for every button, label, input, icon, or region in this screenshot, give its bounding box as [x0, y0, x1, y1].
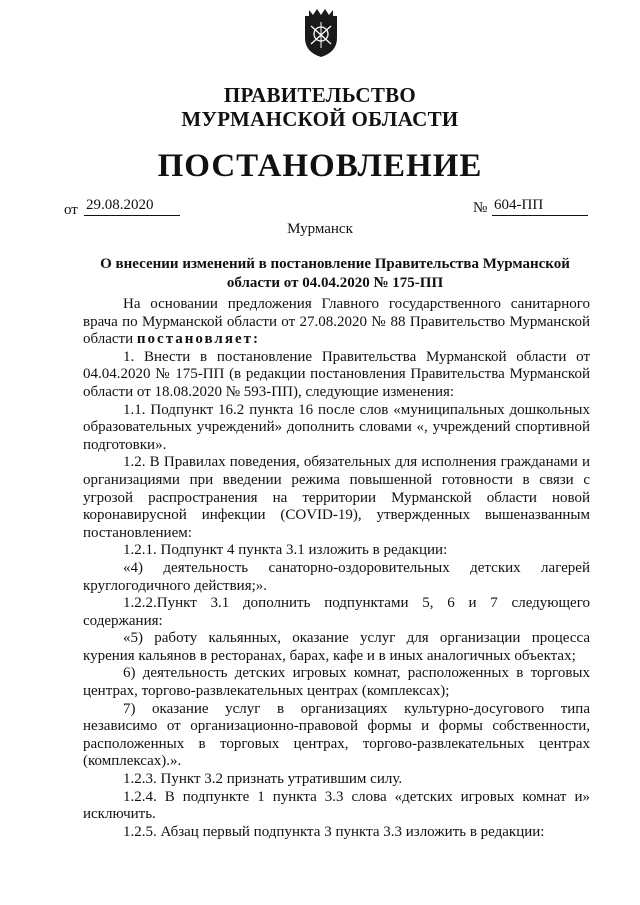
document-date: 29.08.2020 — [84, 195, 180, 216]
paragraph-1-2-4: 1.2.4. В подпункте 1 пункта 3.3 слова «детских игровых комнат и» исключить. — [83, 788, 590, 823]
document-subject — [90, 255, 580, 293]
city-name: Мурманск — [287, 221, 353, 237]
document-body — [83, 296, 590, 841]
paragraph-1: 1. Внести в постановление Правительства Мурманской области от 04.04.2020 № 175-ПП (в редакции постановления Правительства Мурманской области от 18.08.2020 № 593-ПП), следующие изменения: — [83, 348, 590, 400]
paragraph-1-2-2: 1.2.2.Пункт 3.1 дополнить подпунктами 5, 6 и 7 следующего содержания: — [83, 595, 590, 629]
paragraph-1-2-5: 1.2.5. Абзац первый подпункта 3 пункта 3.3 изложить в редакции: — [123, 823, 545, 840]
subject-line1: О внесении изменений в постановление Правительства Мурманской — [100, 256, 570, 272]
paragraph-item-7: 7) оказание услуг в организациях культурно-досугового типа независимо от организационно-правовой формы и формы собственности, расположенных в торговых центрах, торгово-развлекательных центрах (комплексах).». — [83, 700, 590, 770]
resolves-keyword: постановляет: — [136, 331, 260, 348]
government-name-line1: ПРАВИТЕЛЬСТВО — [223, 83, 417, 107]
paragraph-1-2-3: 1.2.3. Пункт 3.2 признать утратившим силу. — [123, 771, 403, 788]
coat-of-arms-icon — [303, 8, 339, 58]
paragraph-item-6: 6) деятельность детских игровых комнат, расположенных в торговых центрах, торгово-развлекательных центрах (комплексах); — [83, 665, 590, 700]
paragraph-item-4: «4) деятельность санаторно-оздоровительных детских лагерей круглогодичного действия;». — [83, 559, 590, 594]
paragraph-1-2: 1.2. В Правилах поведения, обязательных для исполнения гражданами и организациями при введении режима повышенной готовности в связи с угрозой распространения на территории Мурманской области новой коронавирусной инфекции (COVID-19), утвержденных вышеназванным постановлением: — [83, 454, 590, 541]
paragraph-1-1: 1.1. Подпункт 16.2 пункта 16 после слов «муниципальных дошкольных образовательных учреждений» дополнить словами «, учреждений спортивной подготовки». — [83, 401, 590, 453]
subject-line2: области от 04.04.2020 № 175-ПП — [226, 275, 444, 291]
document-number: 604-ПП — [492, 195, 588, 216]
number-prefix: № — [473, 200, 488, 216]
preamble-text: На основании предложения Главного государственного санитарного врача по Мурманской области от 27.08.2020 № 88 Правительство Мурманской области — [83, 296, 590, 348]
document-type-title: ПОСТАНОВЛЕНИЕ — [157, 148, 483, 184]
paragraph-item-5: «5) работу кальянных, оказание услуг для организации процесса курения кальянов в ресторанах, барах, кафе и в иных аналогичных объектах; — [83, 630, 590, 664]
paragraph-preamble — [83, 296, 590, 349]
government-name-line2: МУРМАНСКОЙ ОБЛАСТИ — [181, 107, 459, 131]
paragraph-1-2-1: 1.2.1. Подпункт 4 пункта 3.1 изложить в редакции: — [123, 542, 448, 559]
date-prefix: от — [64, 202, 78, 218]
